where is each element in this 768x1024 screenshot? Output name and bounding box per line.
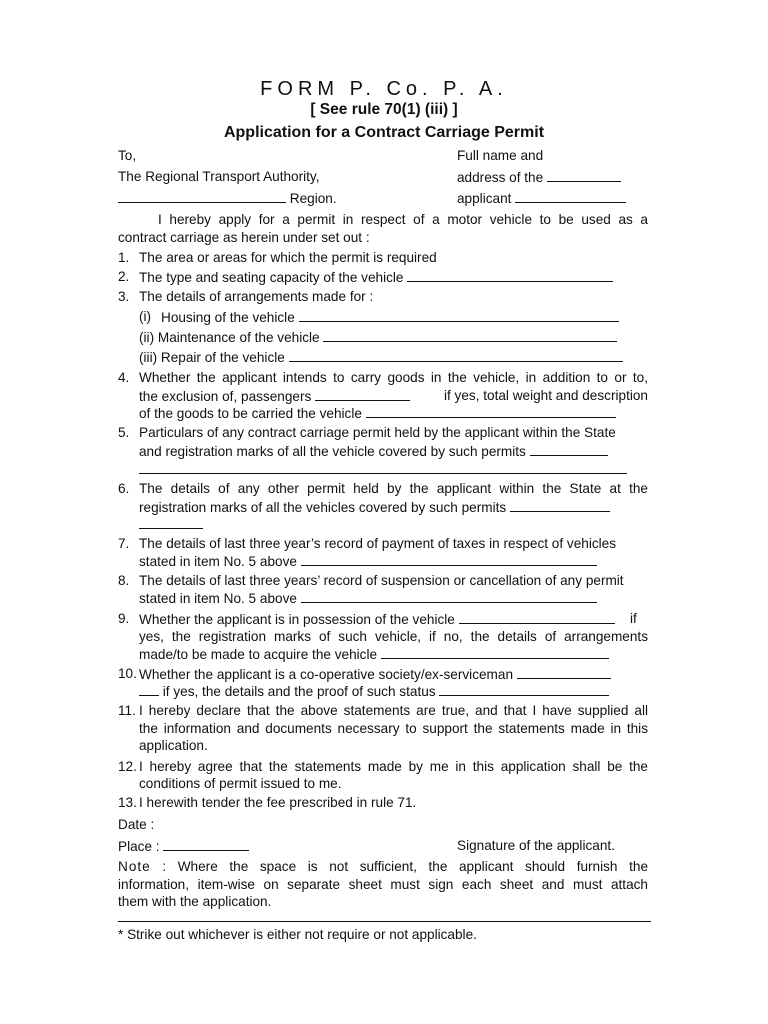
goods-blank[interactable]: [366, 405, 616, 418]
note-line-3: them with the application.: [118, 894, 272, 909]
item-3-sub-ii-number: (ii): [139, 330, 155, 345]
item-3-sub-i-line: [161, 309, 619, 326]
item-3-number: 3.: [118, 289, 130, 304]
applicant-label: applicant: [457, 191, 512, 206]
item-8-line-2-text: stated in item No. 5 above: [139, 591, 297, 606]
item-13-text: I herewith tender the fee prescribed in rule 71.: [139, 795, 417, 810]
item-7-line-2-text: stated in item No. 5 above: [139, 554, 297, 569]
item-4-line-3-text: of the goods to be carried the vehicle: [139, 406, 362, 421]
item-5-line-2: [139, 443, 608, 460]
item-5-line-2-text: and registration marks of all the vehicle covered by such permits: [139, 444, 526, 459]
item-9-line-3-text: made/to be made to acquire the vehicle: [139, 647, 378, 662]
item-12-line-1: I hereby agree that the statements made by me in this application shall be the: [139, 759, 648, 774]
item-10-line-1-text: Whether the applicant is a co-operative society/ex-serviceman: [139, 667, 514, 682]
item-9-line-1: [139, 611, 615, 628]
item-4-number: 4.: [118, 370, 130, 385]
acquire-blank[interactable]: [381, 646, 609, 659]
address-blank[interactable]: [547, 169, 621, 182]
item-3-sub-i: [139, 309, 295, 325]
item-6-line-2-text: registration marks of all the vehicles covered by such permits: [139, 500, 507, 515]
item-5-blank-1[interactable]: [530, 443, 608, 456]
note-line-2: information, item-wise on separate sheet must sign each sheet and must attach: [118, 877, 648, 892]
item-2-number: 2.: [118, 269, 130, 284]
item-10-line-1: [139, 666, 611, 683]
item-3-sub-ii-text: Maintenance of the vehicle: [157, 330, 320, 345]
item-3-text: The details of arrangements made for :: [139, 289, 374, 304]
item-7-line-2: [139, 553, 597, 570]
item-7-number: 7.: [118, 536, 130, 551]
item-9-line-2: yes, the registration marks of such vehicle, if no, the details of arrangements: [139, 629, 648, 644]
note-line-1: [118, 859, 648, 875]
item-5-blank-2[interactable]: [139, 461, 627, 474]
address-line: [457, 169, 621, 186]
item-8-line-2: [139, 590, 597, 607]
item-2-blank[interactable]: [407, 269, 613, 282]
item-10-line-2: [139, 683, 609, 700]
item-10-number: 10.: [118, 666, 137, 681]
addressee-to: To,: [118, 148, 137, 163]
item-3-sub-i-text: Housing of the vehicle: [161, 310, 295, 325]
form-title: FORM P. Co. P. A.: [260, 78, 508, 100]
repair-blank[interactable]: [289, 349, 623, 362]
item-3-sub-i-number: (i): [139, 309, 152, 324]
item-6-blank-2[interactable]: [139, 516, 203, 529]
item-5-line-3: [139, 461, 627, 478]
region-line: [118, 190, 337, 207]
item-6-line-2: [139, 499, 610, 516]
intro-line-2: contract carriage as herein under set out :: [118, 230, 370, 245]
item-11-line-3: application.: [139, 738, 208, 753]
footnote: * Strike out whichever is either not require or not applicable.: [118, 927, 477, 942]
region-blank[interactable]: [118, 190, 286, 203]
item-4-line-2a: the exclusion of, passengers: [139, 389, 312, 404]
item-6-line-1: The details of any other permit held by the applicant within the State at the: [139, 481, 648, 496]
item-2-line: [139, 269, 613, 286]
item-8-blank[interactable]: [301, 590, 597, 603]
item-12-number: 12.: [118, 759, 137, 774]
passengers-blank[interactable]: [315, 388, 410, 401]
date-label: Date :: [118, 817, 155, 832]
item-3-sub-iii-text: Repair of the vehicle: [160, 350, 285, 365]
signature-label: Signature of the applicant.: [457, 838, 615, 853]
item-13-number: 13.: [118, 795, 137, 810]
item-3-sub-iii-number: (iii): [139, 350, 158, 365]
intro-line-1: I hereby apply for a permit in respect of a motor vehicle to be used as a: [158, 212, 648, 227]
item-4-line-1: Whether the applicant intends to carry goods in the vehicle, in addition to or to,: [139, 370, 648, 385]
item-9-line-1-text: Whether the applicant is in possession of the vehicle: [139, 612, 455, 627]
item-2-text: The type and seating capacity of the vehicle: [139, 270, 404, 285]
item-9-number: 9.: [118, 611, 130, 626]
addressee-authority: The Regional Transport Authority,: [118, 169, 320, 184]
item-3-sub-ii: [139, 329, 617, 346]
application-title: Application for a Contract Carriage Permit: [223, 124, 545, 141]
note-label: Note: [118, 859, 151, 874]
rule-reference: [ See rule 70(1) (iii) ]: [310, 101, 458, 118]
item-1-number: 1.: [118, 250, 130, 265]
item-3-sub-iii: [139, 349, 623, 366]
address-label: address of the: [457, 170, 544, 185]
item-5-line-1: Particulars of any contract carriage permit held by the applicant within the State: [139, 425, 616, 440]
place-blank[interactable]: [163, 838, 249, 851]
item-6-line-3: [139, 516, 203, 533]
item-12-line-2: conditions of permit issued to me.: [139, 776, 342, 791]
item-9-if: if: [630, 611, 637, 626]
footnote-divider: [118, 921, 651, 922]
item-7-blank[interactable]: [301, 553, 597, 566]
item-4-line-2: [139, 388, 648, 405]
place-label: Place :: [118, 839, 160, 854]
item-11-line-2: the information and documents necessary to support the statements made in this: [139, 721, 648, 736]
applicant-line: [457, 190, 626, 207]
note-line-1-text: : Where the space is not sufficient, the applicant should furnish the: [162, 859, 648, 874]
item-4-line-3: [139, 405, 616, 422]
item-1-text: The area or areas for which the permit is required: [139, 250, 437, 265]
possession-blank[interactable]: [459, 611, 615, 624]
place-line: [118, 838, 249, 855]
applicant-blank[interactable]: [515, 190, 626, 203]
society-blank[interactable]: [517, 666, 611, 679]
region-label: Region.: [289, 191, 337, 206]
item-6-number: 6.: [118, 481, 130, 496]
maintenance-blank[interactable]: [323, 329, 617, 342]
full-name-label: Full name and: [457, 148, 544, 163]
item-6-blank-1[interactable]: [510, 499, 610, 512]
item-11-number: 11.: [118, 703, 136, 718]
item-10-line-2-text: if yes, the details and the proof of such status: [162, 684, 436, 699]
item-8-number: 8.: [118, 573, 130, 588]
housing-blank[interactable]: [299, 309, 619, 322]
item-8-line-1: The details of last three years’ record of suspension or cancellation of any permit: [139, 573, 624, 588]
society-blank-2[interactable]: [139, 683, 159, 696]
status-proof-blank[interactable]: [439, 683, 609, 696]
item-9-line-3: [139, 646, 609, 663]
item-4-line-2b: if yes, total weight and description: [443, 388, 648, 403]
item-7-line-1: The details of last three year’s record of payment of taxes in respect of vehicles: [139, 536, 617, 551]
item-5-number: 5.: [118, 425, 130, 440]
item-11-line-1: I hereby declare that the above statements are true, and that I have supplied all: [139, 703, 648, 718]
